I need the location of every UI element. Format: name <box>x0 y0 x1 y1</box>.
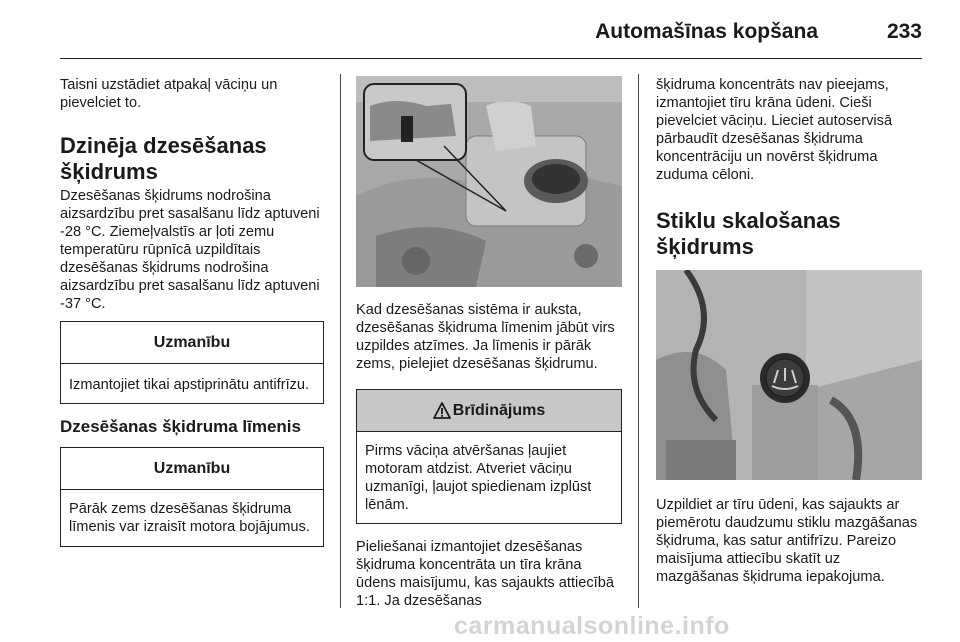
section-title-washer-fluid: Stiklu skalošanas šķidrums <box>656 208 841 259</box>
subsection-title-coolant-level: Dzesēšanas šķidruma līmenis <box>60 417 301 436</box>
column-3 <box>656 76 922 586</box>
coolant-level-paragraph: Kad dzesēšanas sistēma ir auksta, dzesēšanas šķidruma līmenim jābūt virs uzpildes atzīmes. Ja līmenis ir pārāk zems, pielejiet dzesēšanas šķidrumu. <box>356 302 615 372</box>
column-1 <box>60 76 324 547</box>
caution-text: Izmantojiet tikai apstiprinātu antifrīzu. <box>69 377 310 393</box>
warning-title: Brīdinājums <box>452 401 546 419</box>
caution-text: Pārāk zems dzesēšanas šķidruma līmenis var izraisīt motora bojājumus. <box>69 501 310 535</box>
column-divider <box>340 74 341 608</box>
intro-paragraph: Taisni uzstādiet atpakaļ vāciņu un pievelciet to. <box>60 77 278 111</box>
engine-coolant-photo <box>356 76 622 287</box>
page-number: 233 <box>886 20 922 43</box>
caution-box <box>60 321 324 404</box>
column-2 <box>356 76 622 610</box>
washer-fluid-paragraph: Uzpildiet ar tīru ūdeni, kas sajaukts ar piemērotu daudzumu stiklu mazgāšanas šķidruma, kas satur antifrīzu. Pareizo maisījuma attiecību skatīt uz mazgāšanas šķidruma iepakojuma. <box>656 497 918 585</box>
column-divider <box>638 74 639 608</box>
header-rule <box>60 58 922 59</box>
warning-header <box>357 390 621 432</box>
caution-title: Uzmanību <box>61 322 323 364</box>
page-header <box>60 14 922 58</box>
chapter-title: Automašīnas kopšana <box>595 20 818 43</box>
coolant-paragraph: Dzesēšanas šķidrums nodrošina aizsardzību pret sasalšanu līdz aptuveni -28 °C. Ziemeļvalstīs ar ļoti zemu temperatūru rūpnīcā uzpildītais dzesēšanas šķidrums nodrošina aizsardzību pret sasalšanu līdz aptuveni -37 °C. <box>60 188 320 312</box>
warning-text: Pirms vāciņa atvēršanas ļaujiet motoram atdzist. Atveriet vāciņu uzmanīgi, ļaujot spiedienam izplūst lēnām. <box>365 443 592 513</box>
refill-paragraph: Pieliešanai izmantojiet dzesēšanas šķidruma koncentrāta un tīra krāna ūdens maisījumu, kas sajaukts attiecībā 1:1. Ja dzesēšanas <box>356 539 614 609</box>
washer-reservoir-illustration <box>656 270 922 480</box>
continued-paragraph: šķidruma koncentrāts nav pieejams, izmantojiet tīru krāna ūdeni. Cieši pievelciet vāciņu. Lieciet autoservisā pārbaudīt dzesēšanas šķidruma koncentrāciju un novērst šķidruma zuduma cēloni. <box>656 77 893 183</box>
watermark: carmanualsonline.info <box>454 612 730 640</box>
engine-bay-illustration <box>356 76 622 287</box>
warning-box <box>356 389 622 524</box>
caution-box <box>60 447 324 547</box>
warning-triangle-icon <box>433 402 451 419</box>
caution-title: Uzmanību <box>61 448 323 490</box>
section-title-coolant: Dzinēja dzesēšanas šķidrums <box>60 133 267 184</box>
washer-fluid-photo <box>656 270 922 480</box>
